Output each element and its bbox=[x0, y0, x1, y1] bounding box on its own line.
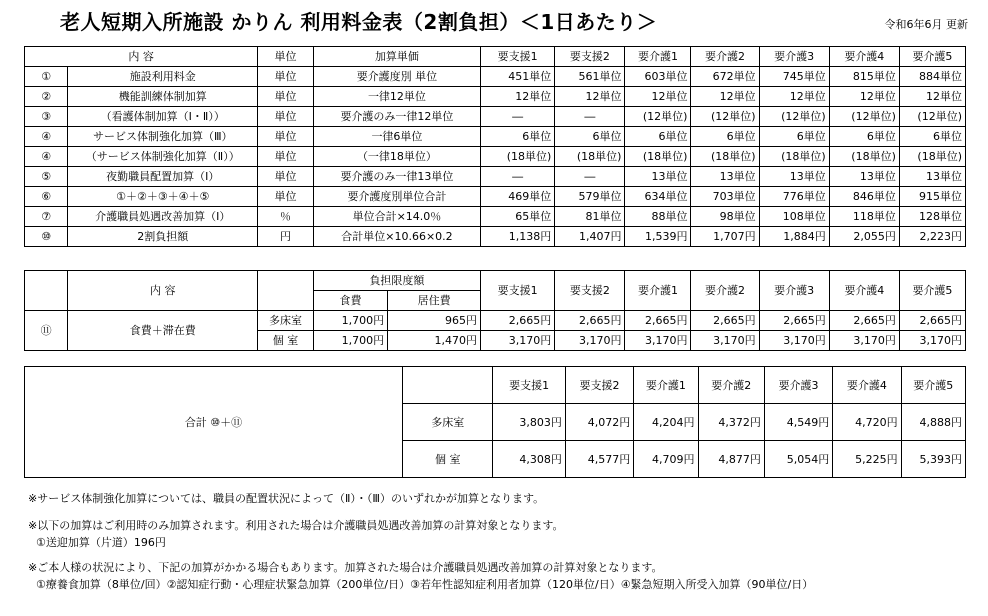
value-cell: 5,054円 bbox=[764, 441, 832, 478]
value-cell: 12単位 bbox=[625, 87, 691, 107]
level-header: 要介護2 bbox=[691, 47, 759, 67]
level-header: 要介護4 bbox=[829, 47, 899, 67]
value-cell: (12単位) bbox=[625, 107, 691, 127]
room-type: 個 室 bbox=[403, 441, 493, 478]
note-conditional-additions: ※ご本人様の状況により、下記の加算がかかる場合もあります。加算された場合は介護職員処遇改善加算の計算対象となります。 bbox=[28, 561, 663, 574]
value-cell: 3,170円 bbox=[481, 331, 555, 351]
value-cell: 98単位 bbox=[691, 207, 759, 227]
level-header: 要支援2 bbox=[555, 47, 625, 67]
value-cell: (18単位) bbox=[691, 147, 759, 167]
table-row bbox=[25, 227, 966, 247]
housing-cost: 965円 bbox=[388, 311, 481, 331]
level-header: 要介護5 bbox=[901, 367, 965, 404]
row-number: ⑦ bbox=[25, 207, 68, 227]
value-cell: (12単位) bbox=[899, 107, 965, 127]
value-cell: 1,138円 bbox=[481, 227, 555, 247]
table-row bbox=[25, 207, 966, 227]
value-cell: 4,549円 bbox=[764, 404, 832, 441]
value-cell: 3,170円 bbox=[691, 331, 759, 351]
value-cell: 81単位 bbox=[555, 207, 625, 227]
row-price: 要介護のみ一律12単位 bbox=[313, 107, 480, 127]
value-cell: 12単位 bbox=[481, 87, 555, 107]
value-cell: 2,665円 bbox=[829, 311, 899, 331]
row-unit: 単位 bbox=[258, 187, 314, 207]
level-header: 要介護4 bbox=[833, 367, 901, 404]
value-cell: 1,707円 bbox=[691, 227, 759, 247]
table-row bbox=[25, 107, 966, 127]
value-cell: 2,665円 bbox=[691, 311, 759, 331]
value-cell: 634単位 bbox=[625, 187, 691, 207]
row-unit: 単位 bbox=[258, 107, 314, 127]
note-conditional-list: ①療養食加算（8単位/回）②認知症行動・心理症状緊急加算（200単位/日）③若年性認知症利用者加算（120単位/日）④緊急短期入所受入加算（90単位/日） bbox=[36, 578, 814, 591]
value-cell: 4,888円 bbox=[901, 404, 965, 441]
table-row bbox=[25, 87, 966, 107]
value-cell: 2,665円 bbox=[481, 311, 555, 331]
value-cell: 1,539円 bbox=[625, 227, 691, 247]
row-unit: 単位 bbox=[258, 167, 314, 187]
value-cell: 703単位 bbox=[691, 187, 759, 207]
value-cell: 3,170円 bbox=[899, 331, 965, 351]
row-price: 単位合計×14.0％ bbox=[313, 207, 480, 227]
level-header: 要介護5 bbox=[899, 47, 965, 67]
value-cell: 915単位 bbox=[899, 187, 965, 207]
value-cell: 3,170円 bbox=[555, 331, 625, 351]
row-number: ④ bbox=[25, 127, 68, 147]
value-cell: 6単位 bbox=[625, 127, 691, 147]
total-table bbox=[24, 366, 966, 478]
value-cell: 13単位 bbox=[625, 167, 691, 187]
row-price: 要介護度別単位合計 bbox=[313, 187, 480, 207]
value-cell: (18単位) bbox=[899, 147, 965, 167]
row-item: （サービス体制強化加算（Ⅱ）） bbox=[68, 147, 258, 167]
value-cell: 6単位 bbox=[691, 127, 759, 147]
level-header: 要介護1 bbox=[625, 271, 691, 311]
level-header: 要介護5 bbox=[899, 271, 965, 311]
value-cell: 4,877円 bbox=[698, 441, 764, 478]
value-cell: 6単位 bbox=[481, 127, 555, 147]
row-item: 2割負担額 bbox=[68, 227, 258, 247]
row-number: ④ bbox=[25, 147, 68, 167]
table-row bbox=[25, 187, 966, 207]
value-cell: 2,223円 bbox=[899, 227, 965, 247]
value-cell: 4,577円 bbox=[565, 441, 633, 478]
updated-date: 令和6年6月 更新 bbox=[884, 18, 968, 31]
level-header: 要介護3 bbox=[759, 271, 829, 311]
value-cell: (18単位) bbox=[481, 147, 555, 167]
housing-header: 居住費 bbox=[388, 291, 481, 311]
row-price: 要介護度別 単位 bbox=[313, 67, 480, 87]
value-cell: 884単位 bbox=[899, 67, 965, 87]
row-price: （一律18単位） bbox=[313, 147, 480, 167]
value-cell: 3,170円 bbox=[625, 331, 691, 351]
food-cost: 1,700円 bbox=[313, 331, 387, 351]
value-cell: (12単位) bbox=[759, 107, 829, 127]
value-cell: (12単位) bbox=[829, 107, 899, 127]
table-row bbox=[25, 127, 966, 147]
value-cell: 5,393円 bbox=[901, 441, 965, 478]
value-cell: 12単位 bbox=[899, 87, 965, 107]
value-cell: 469単位 bbox=[481, 187, 555, 207]
limit-header: 負担限度額 bbox=[313, 271, 480, 291]
level-header: 要介護1 bbox=[634, 367, 698, 404]
note-transport-addition: ①送迎加算（片道）196円 bbox=[36, 536, 166, 549]
value-cell: 672単位 bbox=[691, 67, 759, 87]
value-cell: (18単位) bbox=[759, 147, 829, 167]
room-type: 個 室 bbox=[258, 331, 314, 351]
row-item: 介護職員処遇改善加算（Ⅰ） bbox=[68, 207, 258, 227]
row-price: 一律6単位 bbox=[313, 127, 480, 147]
value-cell: 776単位 bbox=[759, 187, 829, 207]
level-header: 要支援1 bbox=[481, 47, 555, 67]
note-service-enhancement: ※サービス体制強化加算については、職員の配置状況によって（Ⅱ）・（Ⅲ）のいずれかが加算となります。 bbox=[28, 492, 545, 505]
value-cell: (12単位) bbox=[691, 107, 759, 127]
value-cell: 6単位 bbox=[759, 127, 829, 147]
row-number: ⑥ bbox=[25, 187, 68, 207]
row-unit: 単位 bbox=[258, 127, 314, 147]
table-row bbox=[25, 67, 966, 87]
housing-cost: 1,470円 bbox=[388, 331, 481, 351]
value-cell: 13単位 bbox=[899, 167, 965, 187]
level-header: 要支援1 bbox=[481, 271, 555, 311]
value-cell: 65単位 bbox=[481, 207, 555, 227]
level-header: 要支援1 bbox=[493, 367, 565, 404]
row-item: 施設利用料金 bbox=[68, 67, 258, 87]
row-item: 食費＋滞在費 bbox=[68, 311, 258, 351]
value-cell: 12単位 bbox=[759, 87, 829, 107]
value-cell: (18単位) bbox=[829, 147, 899, 167]
level-header: 要介護3 bbox=[759, 47, 829, 67]
level-header: 要介護3 bbox=[764, 367, 832, 404]
value-cell: 1,407円 bbox=[555, 227, 625, 247]
value-cell: 108単位 bbox=[759, 207, 829, 227]
row-item: ①＋②＋③＋④＋⑤ bbox=[68, 187, 258, 207]
food-header: 食費 bbox=[313, 291, 387, 311]
notes bbox=[28, 490, 813, 593]
food-cost: 1,700円 bbox=[313, 311, 387, 331]
value-cell: 2,665円 bbox=[625, 311, 691, 331]
value-cell: 846単位 bbox=[829, 187, 899, 207]
row-unit: 円 bbox=[258, 227, 314, 247]
row-number: ③ bbox=[25, 107, 68, 127]
value-cell: 4,204円 bbox=[634, 404, 698, 441]
row-number: ② bbox=[25, 87, 68, 107]
value-cell: 12単位 bbox=[691, 87, 759, 107]
value-cell: 579単位 bbox=[555, 187, 625, 207]
row-unit: ％ bbox=[258, 207, 314, 227]
value-cell: 3,170円 bbox=[829, 331, 899, 351]
value-cell: 603単位 bbox=[625, 67, 691, 87]
value-cell: 88単位 bbox=[625, 207, 691, 227]
level-header: 要介護2 bbox=[698, 367, 764, 404]
value-cell: 1,884円 bbox=[759, 227, 829, 247]
item-header: 内 容 bbox=[25, 47, 258, 67]
room-type: 多床室 bbox=[403, 404, 493, 441]
blank-cell bbox=[403, 367, 493, 404]
value-cell: 2,665円 bbox=[759, 311, 829, 331]
row-item: サービス体制強化加算（Ⅲ） bbox=[68, 127, 258, 147]
total-label: 合計 ⑩＋⑪ bbox=[25, 367, 403, 478]
level-header: 要介護1 bbox=[625, 47, 691, 67]
value-cell: 13単位 bbox=[759, 167, 829, 187]
page-title: 老人短期入所施設 かりん 利用料金表（2割負担）＜1日あたり＞ bbox=[60, 10, 658, 34]
value-cell: ― bbox=[555, 107, 625, 127]
row-number: ① bbox=[25, 67, 68, 87]
level-header: 要介護2 bbox=[691, 271, 759, 311]
value-cell: 2,665円 bbox=[899, 311, 965, 331]
value-cell: ― bbox=[481, 107, 555, 127]
value-cell: 451単位 bbox=[481, 67, 555, 87]
value-cell: ― bbox=[481, 167, 555, 187]
level-header: 要支援2 bbox=[565, 367, 633, 404]
value-cell: 3,170円 bbox=[759, 331, 829, 351]
item-header: 内 容 bbox=[68, 271, 258, 311]
meal-stay-table bbox=[24, 270, 966, 351]
value-cell: 745単位 bbox=[759, 67, 829, 87]
row-item: 夜勤職員配置加算（Ⅰ） bbox=[68, 167, 258, 187]
row-item: （看護体制加算（Ⅰ・Ⅱ）） bbox=[68, 107, 258, 127]
value-cell: 3,803円 bbox=[493, 404, 565, 441]
row-price: 要介護のみ一律13単位 bbox=[313, 167, 480, 187]
value-cell: 6単位 bbox=[829, 127, 899, 147]
value-cell: 4,308円 bbox=[493, 441, 565, 478]
value-cell: ― bbox=[555, 167, 625, 187]
row-number: ⑩ bbox=[25, 227, 68, 247]
table-row bbox=[25, 167, 966, 187]
unit-header: 単位 bbox=[258, 47, 314, 67]
value-cell: 6単位 bbox=[555, 127, 625, 147]
table-row bbox=[25, 147, 966, 167]
value-cell: 561単位 bbox=[555, 67, 625, 87]
level-header: 要支援2 bbox=[555, 271, 625, 311]
value-cell: 4,372円 bbox=[698, 404, 764, 441]
value-cell: 13単位 bbox=[829, 167, 899, 187]
value-cell: 815単位 bbox=[829, 67, 899, 87]
value-cell: (18単位) bbox=[625, 147, 691, 167]
level-header: 要介護4 bbox=[829, 271, 899, 311]
row-number: ⑤ bbox=[25, 167, 68, 187]
blank-cell bbox=[258, 271, 314, 311]
value-cell: 13単位 bbox=[691, 167, 759, 187]
row-number: ⑪ bbox=[25, 311, 68, 351]
value-cell: 4,720円 bbox=[833, 404, 901, 441]
blank-cell bbox=[25, 271, 68, 311]
note-optional-additions: ※以下の加算はご利用時のみ加算されます。利用された場合は介護職員処遇改善加算の計算対象となります。 bbox=[28, 519, 564, 532]
value-cell: 2,055円 bbox=[829, 227, 899, 247]
row-item: 機能訓練体制加算 bbox=[68, 87, 258, 107]
row-unit: 単位 bbox=[258, 67, 314, 87]
value-cell: 4,709円 bbox=[634, 441, 698, 478]
value-cell: 4,072円 bbox=[565, 404, 633, 441]
value-cell: 5,225円 bbox=[833, 441, 901, 478]
row-unit: 単位 bbox=[258, 147, 314, 167]
fee-table bbox=[24, 46, 966, 247]
value-cell: 12単位 bbox=[555, 87, 625, 107]
value-cell: 2,665円 bbox=[555, 311, 625, 331]
room-type: 多床室 bbox=[258, 311, 314, 331]
price-header: 加算単価 bbox=[313, 47, 480, 67]
value-cell: 128単位 bbox=[899, 207, 965, 227]
row-price: 合計単位×10.66×0.2 bbox=[313, 227, 480, 247]
row-unit: 単位 bbox=[258, 87, 314, 107]
value-cell: 118単位 bbox=[829, 207, 899, 227]
value-cell: 6単位 bbox=[899, 127, 965, 147]
value-cell: (18単位) bbox=[555, 147, 625, 167]
row-price: 一律12単位 bbox=[313, 87, 480, 107]
value-cell: 12単位 bbox=[829, 87, 899, 107]
